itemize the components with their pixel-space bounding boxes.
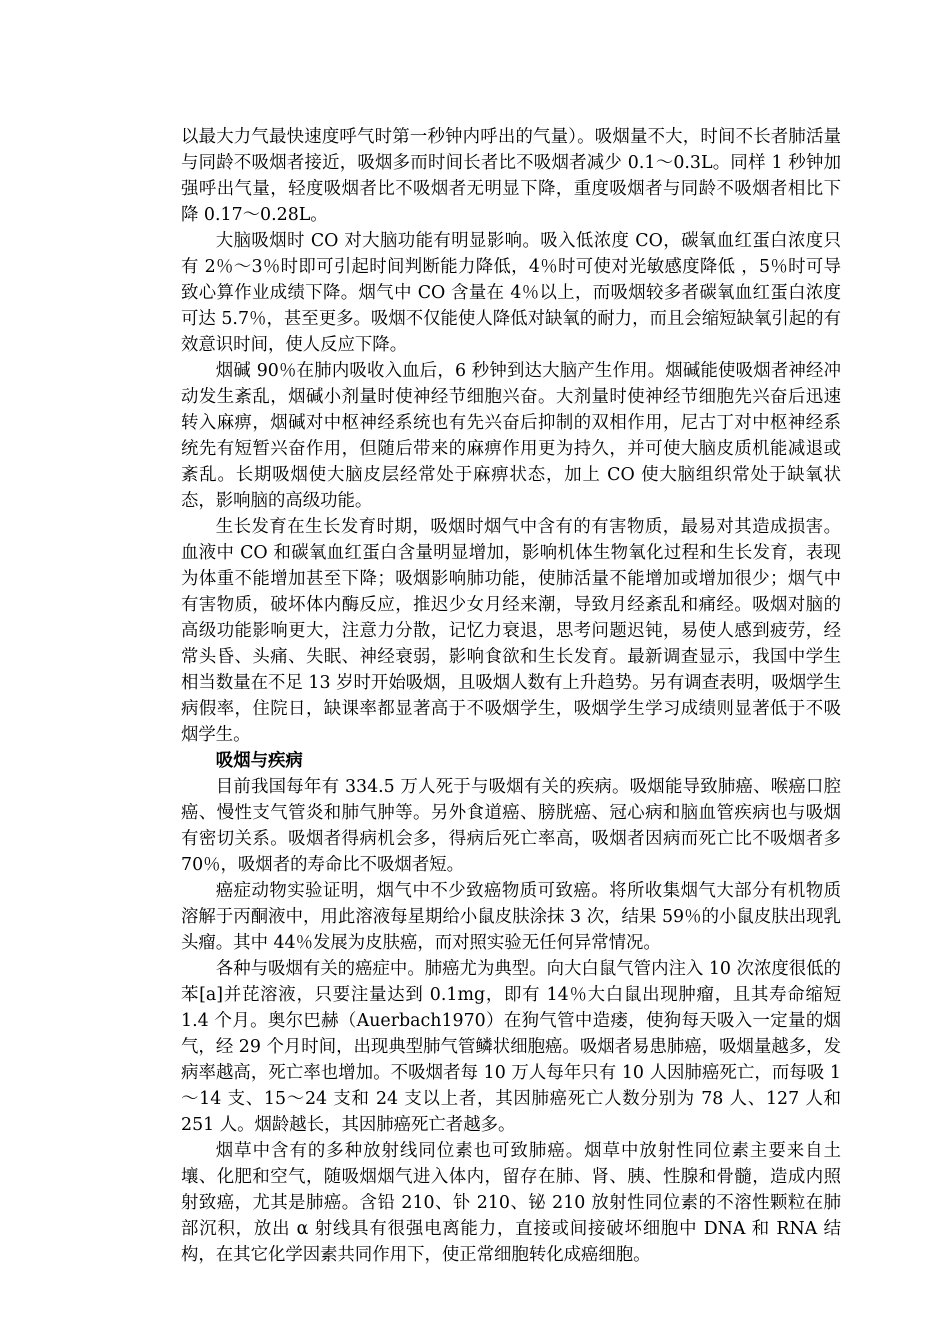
paragraph-growth-development: 生长发育在生长发育时期，吸烟时烟气中含有的有害物质，最易对其造成损害。血液中 CO 和碳氧血红蛋白含量明显增加，影响机体生物氧化过程和生长发育，表现为体重不能增加甚至下降；吸烟影响肺功能，使肺活量不能增加或增加很少；烟气中有害物质，破坏体内酶反应，推迟少女月经来潮，导致月经紊乱和痛经。吸烟对脑的高级功能影响更大，注意力分散，记忆力衰退，思考问题迟钝，易使人感到疲劳，经常头昏、头痛、失眠、神经衰弱，影响食欲和生长发育。最新调查显示，我国中学生相当数量在不足 13 岁时开始吸烟，且吸烟人数有上升趋势。另有调查表明，吸烟学生病假率，住院日，缺课率都显著高于不吸烟学生，吸烟学生学习成绩则显著低于不吸烟学生。 bbox=[181, 517, 841, 745]
paragraph-radioactive-isotopes: 烟草中含有的多种放射线同位素也可致肺癌。烟草中放射性同位素主要来自土壤、化肥和空气，随吸烟烟气进入体内，留存在肺、肾、胰、性腺和骨髓，造成内照射致癌，尤其是肺癌。含铅 210、钋 210、铋 210 放射性同位素的不溶性颗粒在肺部沉积，放出 α 射线具有很强电离能力，直接或间接破坏细胞中 DNA 和 RNA 结构，在其它化学因素共同作用下，使正常细胞转化成癌细胞。 bbox=[181, 1141, 841, 1265]
paragraph-cancer-animal-experiment: 癌症动物实验证明，烟气中不少致癌物质可致癌。将所收集烟气大部分有机物质溶解于丙酮液中，用此溶液每星期给小鼠皮肤涂抹 3 次，结果 59％的小鼠皮肤出现乳头瘤。其中 44％发展为皮肤癌，而对照实验无任何异常情况。 bbox=[181, 881, 841, 953]
paragraph-brain-co: 大脑吸烟时 CO 对大脑功能有明显影响。吸入低浓度 CO，碳氧血红蛋白浓度只有 2％～3％时即可引起时间判断能力降低，4％时可使对光敏感度降低 ，5％时可导致心算作业成绩下降。烟气中 CO 含量在 4％以上，而吸烟较多者碳氧血红蛋白浓度可达 5.7％，甚至更多。吸烟不仅能使人降低对缺氧的耐力，而且会缩短缺氧引起的有效意识时间，使人反应下降。 bbox=[181, 231, 841, 355]
paragraph-lung-cancer: 各种与吸烟有关的癌症中。肺癌尤为典型。向大白鼠气管内注入 10 次浓度很低的苯[a]并芘溶液，只要注量达到 0.1mg，即有 14％大白鼠出现肿瘤，且其寿命缩短 1.4 个月。奥尔巴赫（Auerbach1970）在狗气管中造瘘，使狗每天吸入一定量的烟气，经 29 个月时间，出现典型肺气管鳞状细胞癌。吸烟者易患肺癌，吸烟量越多，发病率越高，死亡率也增加。不吸烟者每 10 万人每年只有 10 人因肺癌死亡，而每吸 1～14 支、15～24 支和 24 支以上者，其因肺癌死亡人数分别为 78 人、127 人和 251 人。烟龄越长，其因肺癌死亡者越多。 bbox=[181, 959, 841, 1135]
document-body bbox=[181, 124, 841, 1268]
paragraph-lung-function-continued: 以最大力气最快速度呼气时第一秒钟内呼出的气量）。吸烟量不大，时间不长者肺活量与同龄不吸烟者接近，吸烟多而时间长者比不吸烟者减少 0.1～0.3L。同样 1 秒钟加强呼出气量，轻度吸烟者比不吸烟者无明显下降，重度吸烟者与同龄不吸烟者相比下降 0.17～0.28L。 bbox=[181, 127, 841, 225]
section-heading-smoking-and-disease: 吸烟与疾病 bbox=[215, 751, 303, 771]
paragraph-nicotine: 烟碱 90％在肺内吸收入血后，6 秒钟到达大脑产生作用。烟碱能使吸烟者神经冲动发生紊乱，烟碱小剂量时使神经节细胞兴奋。大剂量时使神经节细胞先兴奋后迅速转入麻痹，烟碱对中枢神经系统也有先兴奋后抑制的双相作用，尼古丁对中枢神经系统先有短暂兴奋作用，但随后带来的麻痹作用更为持久，并可使大脑皮质机能减退或紊乱。长期吸烟使大脑皮层经常处于麻痹状态，加上 CO 使大脑组织常处于缺氧状态，影响脑的高级功能。 bbox=[181, 361, 841, 511]
paragraph-disease-overview: 目前我国每年有 334.5 万人死于与吸烟有关的疾病。吸烟能导致肺癌、喉癌口腔癌、慢性支气管炎和肺气肿等。另外食道癌、膀胱癌、冠心病和脑血管疾病也与吸烟有密切关系。吸烟者得病机会多，得病后死亡率高，吸烟者因病而死亡比不吸烟者多 70％，吸烟者的寿命比不吸烟者短。 bbox=[181, 777, 841, 875]
